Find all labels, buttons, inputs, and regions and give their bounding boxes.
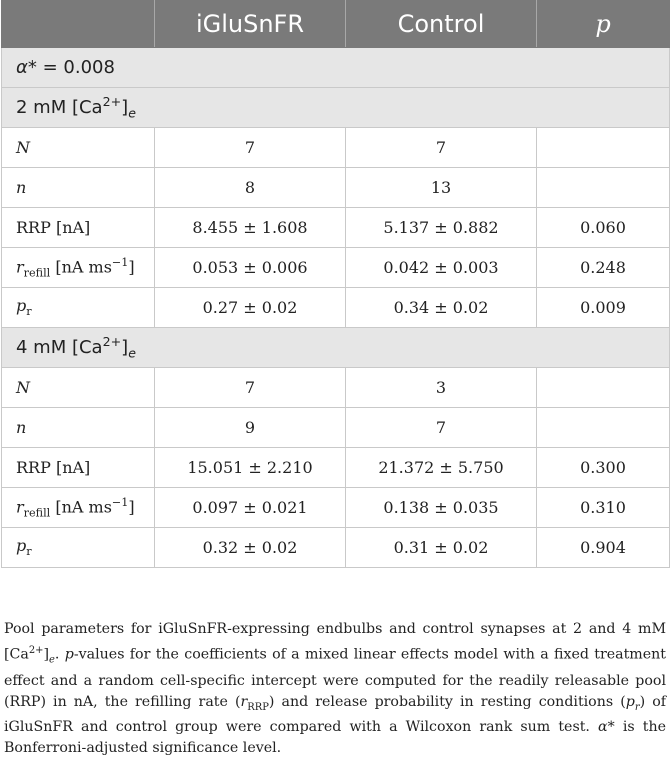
header-control: Control (346, 1, 537, 48)
table-container (1, 0, 669, 568)
cell-iglusnfr: 0.053 ± 0.006 (155, 248, 346, 288)
row-label: n (2, 168, 155, 208)
cell-p (537, 408, 670, 448)
table-row (2, 448, 670, 488)
cell-control: 5.137 ± 0.882 (346, 208, 537, 248)
cell-iglusnfr: 15.051 ± 2.210 (155, 448, 346, 488)
row-label: N (2, 128, 155, 168)
table-caption: Pool parameters for iGluSnFR-expressing endbulbs and control synapses at 2 and 4 mM $[Ca^{2+}]_e$. p-values for the coefficients of a mixed linear effects model with a fixed treatment effect and a random cell-specific intercept were computed for the readily releasable pool (RRP) in nA, the refilling rate $(r_{RRP})$ and release probability in resting conditions $(p_r)$ of iGluSnFR and control group were compared with a Wilcoxon rank sum test. α* is the Bonferroni-adjusted significance level. (4, 621, 666, 757)
header-empty (2, 1, 155, 48)
section-2mm (2, 88, 670, 128)
cell-control: 0.34 ± 0.02 (346, 288, 537, 328)
table-row (2, 368, 670, 408)
row-label: $r_{refill}$ [nA $ms^{-1}$] (2, 488, 155, 528)
cell-control: 13 (346, 168, 537, 208)
section-4mm (2, 328, 670, 368)
cell-control: 7 (346, 408, 537, 448)
cell-p: 0.248 (537, 248, 670, 288)
section-label: 2 mM $[Ca^{2+}]_e$ (2, 88, 670, 128)
cell-p: 0.310 (537, 488, 670, 528)
cell-p (537, 368, 670, 408)
header-p: p (537, 1, 670, 48)
cell-iglusnfr: 7 (155, 368, 346, 408)
row-label: $p_r$ (2, 528, 155, 568)
header-row (2, 1, 670, 48)
cell-p: 0.060 (537, 208, 670, 248)
cell-p (537, 128, 670, 168)
row-label: n (2, 408, 155, 448)
header-iglusnfr: iGluSnFR (155, 1, 346, 48)
table-row (2, 168, 670, 208)
pool-parameters-table (1, 0, 670, 568)
row-label: RRP [nA] (2, 208, 155, 248)
table-row (2, 128, 670, 168)
cell-control: 0.042 ± 0.003 (346, 248, 537, 288)
section-label: 4 mM $[Ca^{2+}]_e$ (2, 328, 670, 368)
table-row (2, 488, 670, 528)
cell-iglusnfr: 8.455 ± 1.608 (155, 208, 346, 248)
cell-control: 7 (346, 128, 537, 168)
cell-iglusnfr: 8 (155, 168, 346, 208)
row-label: $p_r$ (2, 288, 155, 328)
cell-iglusnfr: 7 (155, 128, 346, 168)
cell-p: 0.904 (537, 528, 670, 568)
cell-control: 3 (346, 368, 537, 408)
alpha-label: α* = 0.008 (2, 48, 670, 88)
cell-iglusnfr: 0.27 ± 0.02 (155, 288, 346, 328)
cell-iglusnfr: 9 (155, 408, 346, 448)
cell-p (537, 168, 670, 208)
table-row (2, 208, 670, 248)
cell-iglusnfr: 0.32 ± 0.02 (155, 528, 346, 568)
row-label: $r_{refill}$ [nA $ms^{-1}$] (2, 248, 155, 288)
cell-iglusnfr: 0.097 ± 0.021 (155, 488, 346, 528)
table-row (2, 248, 670, 288)
alpha-row (2, 48, 670, 88)
cell-p: 0.009 (537, 288, 670, 328)
row-label: N (2, 368, 155, 408)
cell-control: 0.31 ± 0.02 (346, 528, 537, 568)
table-row (2, 288, 670, 328)
table-row (2, 528, 670, 568)
row-label: RRP [nA] (2, 448, 155, 488)
cell-control: 0.138 ± 0.035 (346, 488, 537, 528)
cell-p: 0.300 (537, 448, 670, 488)
table-row (2, 408, 670, 448)
cell-control: 21.372 ± 5.750 (346, 448, 537, 488)
